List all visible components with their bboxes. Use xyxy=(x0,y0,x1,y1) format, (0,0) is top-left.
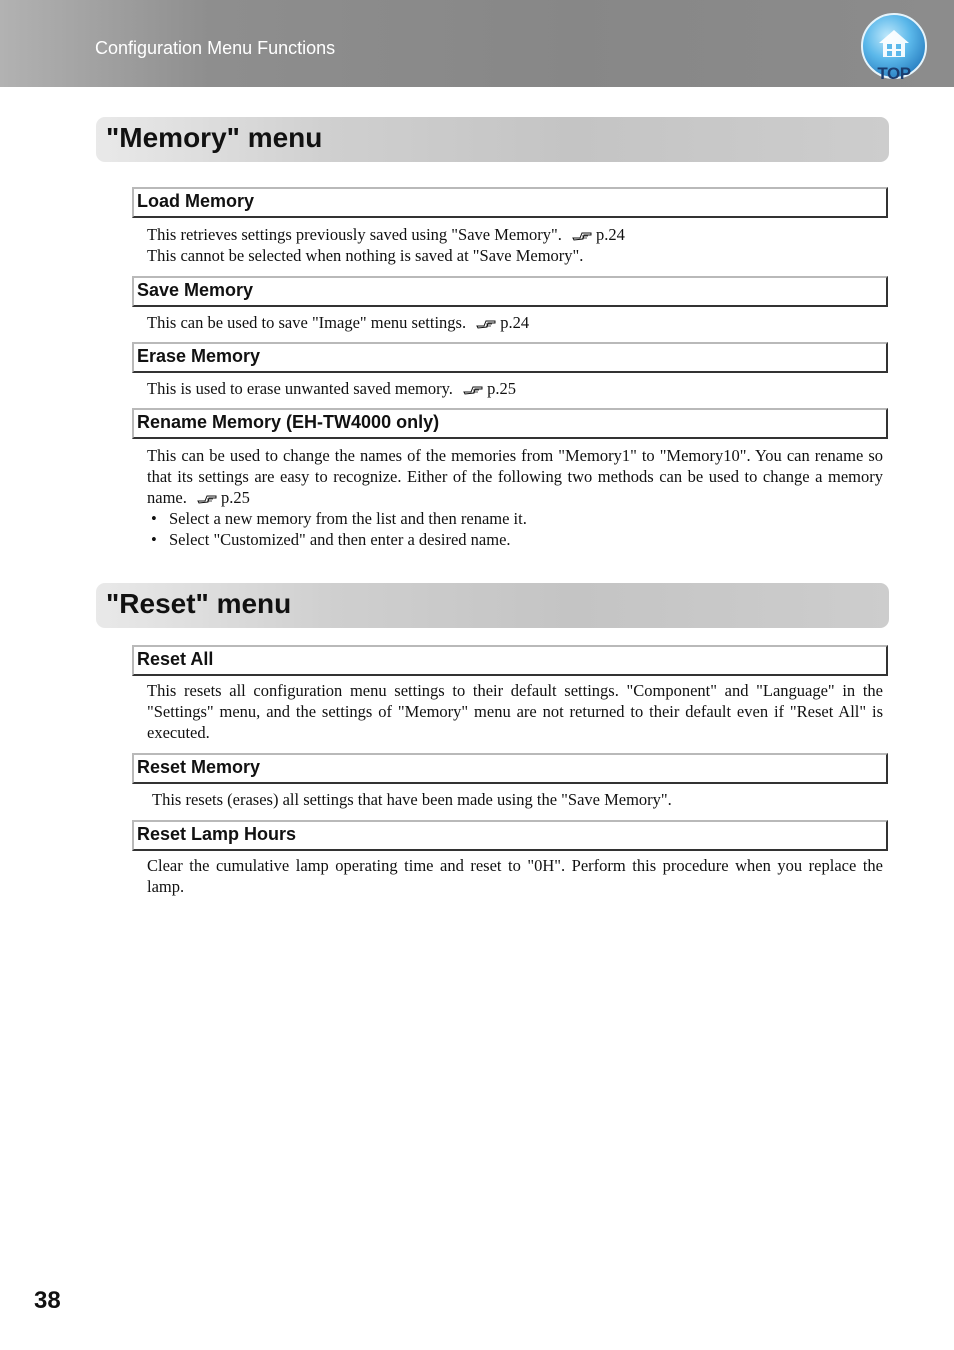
top-button[interactable] xyxy=(858,12,930,86)
erase-memory-body xyxy=(147,378,883,399)
save-memory-heading xyxy=(132,276,888,307)
header-title: Configuration Menu Functions xyxy=(95,38,336,58)
rename-memory-heading xyxy=(132,408,888,439)
save-memory-ref-link[interactable]: p.24 xyxy=(500,313,530,332)
reset-all-heading xyxy=(132,645,888,676)
reset-menu-band xyxy=(96,583,889,628)
rename-memory-ref-link[interactable]: p.25 xyxy=(220,488,250,507)
rename-memory-heading-text: Rename Memory (EH-TW4000 only) xyxy=(137,412,440,432)
load-memory-line2: This cannot be selected when nothing is saved at "Save Memory". xyxy=(147,246,584,265)
bullet-marker: • xyxy=(151,509,157,528)
load-memory-ref-link[interactable]: p.24 xyxy=(596,225,625,244)
reset-lamp-body: Clear the cumulative lamp operating time and reset to "0H". Perform this procedure when you replace the lamp. xyxy=(147,856,883,896)
erase-memory-text: This is used to erase unwanted saved memory. xyxy=(147,379,453,398)
pointing-hand-icon xyxy=(572,229,592,241)
erase-memory-heading xyxy=(132,342,888,373)
load-memory-line1: This retrieves settings previously saved using "Save Memory". xyxy=(147,225,562,244)
save-memory-body xyxy=(147,312,883,333)
reset-memory-body: This resets (erases) all settings that have been made using the "Save Memory". xyxy=(152,790,672,809)
pointing-hand-icon xyxy=(463,383,483,395)
load-memory-heading-text: Load Memory xyxy=(137,191,255,211)
load-memory-heading xyxy=(132,187,888,218)
reset-memory-heading xyxy=(132,753,888,784)
erase-memory-ref-link[interactable]: p.25 xyxy=(487,379,516,398)
load-memory-body xyxy=(147,224,883,266)
rename-memory-text: This can be used to change the names of the memories from "Memory1" to "Memory10". You can rename so that its settings are easy to recognize. Either of the following two methods can be used to change a memory name. xyxy=(147,446,883,507)
list-item xyxy=(147,529,883,550)
page-number: 38 xyxy=(34,1287,61,1314)
reset-memory-heading-text: Reset Memory xyxy=(137,757,261,777)
list-item-text: Select a new memory from the list and then rename it. xyxy=(169,509,527,528)
rename-memory-body xyxy=(147,445,883,550)
pointing-hand-icon xyxy=(476,317,496,329)
save-memory-heading-text: Save Memory xyxy=(137,280,254,300)
bullet-marker: • xyxy=(151,530,157,549)
memory-menu-title: "Memory" menu xyxy=(106,122,323,153)
reset-menu-title: "Reset" menu xyxy=(106,588,292,619)
reset-all-body: This resets all configuration menu settings to their default settings. "Component" and "Language" in the "Settings" menu, and the settings of "Memory" menu are not returned to their default even if "Reset All" is executed. xyxy=(147,681,883,742)
list-item-text: Select "Customized" and then enter a desired name. xyxy=(169,530,511,549)
memory-menu-band xyxy=(96,117,889,162)
save-memory-text: This can be used to save "Image" menu settings. xyxy=(147,313,467,332)
list-item xyxy=(147,508,883,529)
pointing-hand-icon xyxy=(197,492,217,504)
rename-memory-paragraph xyxy=(147,445,883,508)
reset-lamp-heading-text: Reset Lamp Hours xyxy=(137,824,297,844)
reset-lamp-heading xyxy=(132,820,888,851)
reset-all-heading-text: Reset All xyxy=(137,649,214,669)
erase-memory-heading-text: Erase Memory xyxy=(137,346,261,366)
top-button-label: TOP xyxy=(877,64,911,83)
